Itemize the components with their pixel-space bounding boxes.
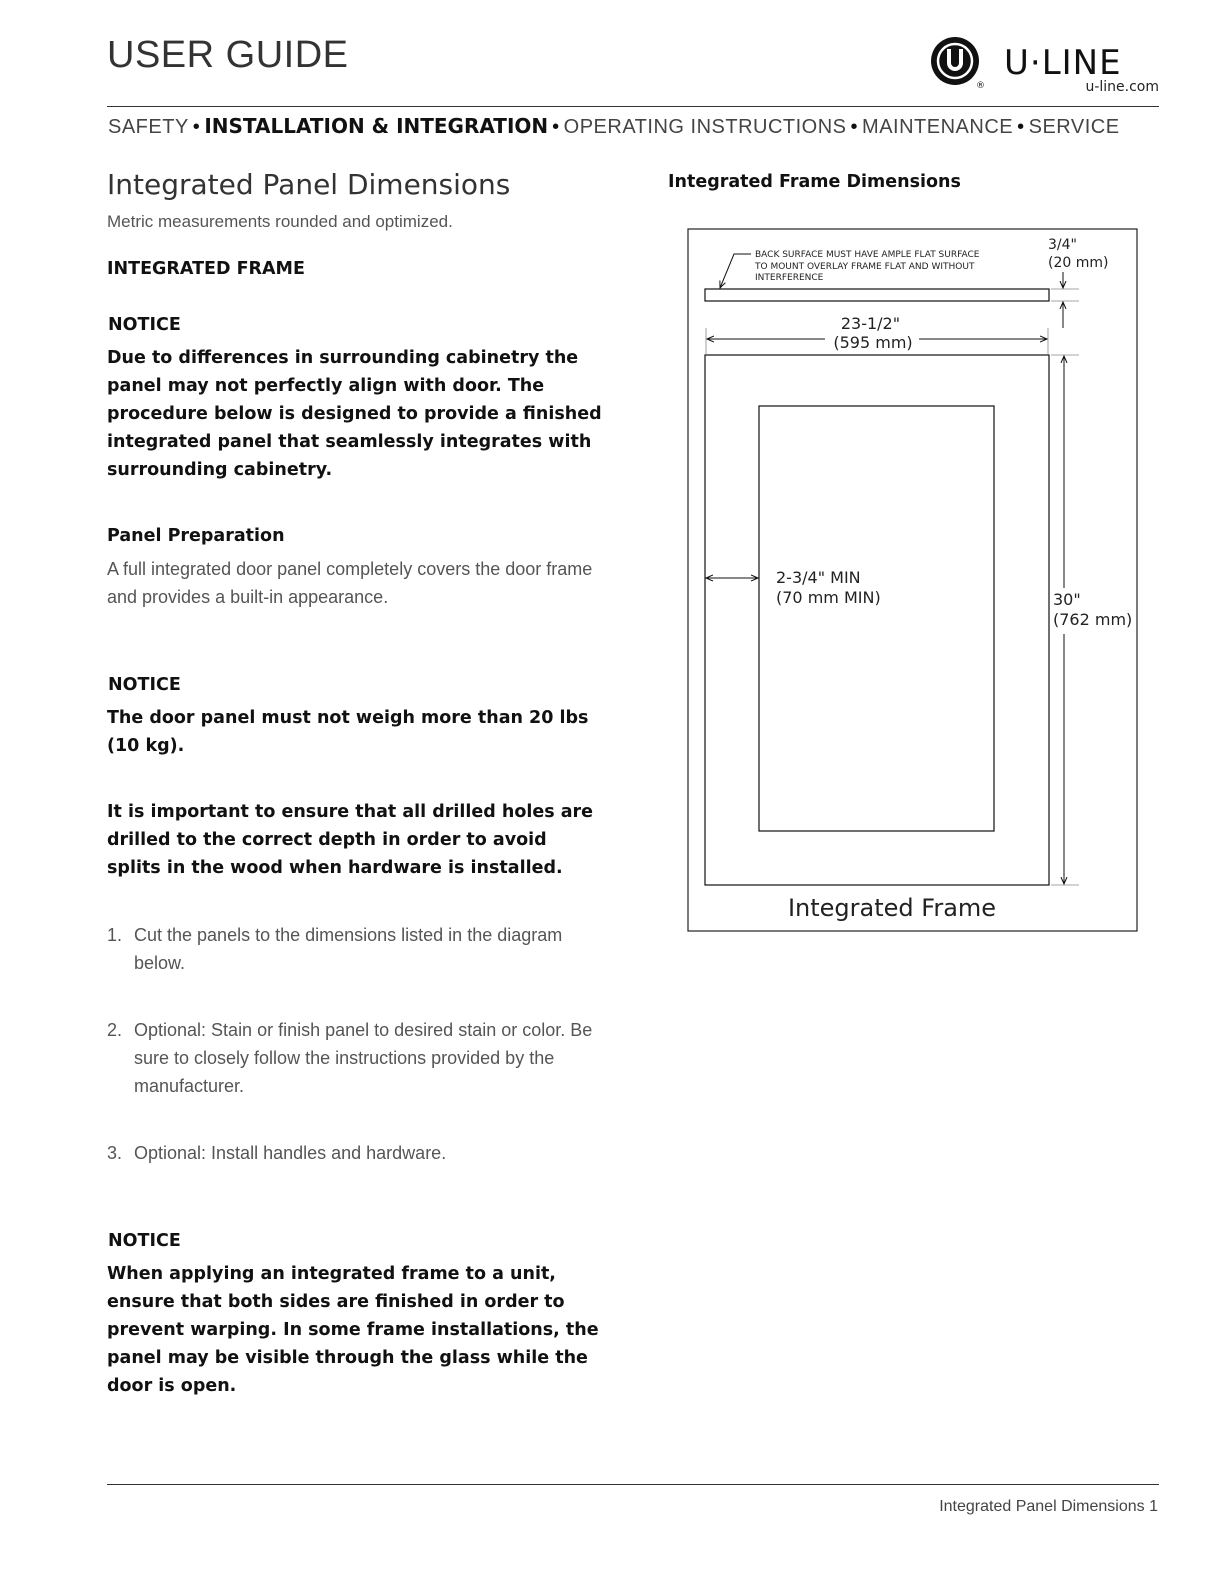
notice-text: It is important to ensure that all drilled holes are drilled to the correct depth in order to avoid splits in the wood when hardware is installed. bbox=[107, 802, 594, 878]
header-divider bbox=[107, 106, 1159, 107]
border-dimension: 2-3/4" MIN (70 mm MIN) bbox=[776, 568, 881, 607]
nav-separator: • bbox=[1017, 116, 1025, 138]
nav-item-installation: INSTALLATION & INTEGRATION bbox=[204, 114, 549, 138]
nav-separator: • bbox=[552, 116, 560, 138]
diagram-caption: Integrated Frame bbox=[787, 894, 997, 922]
thickness-dimension: 3/4" (20 mm) bbox=[1048, 237, 1109, 271]
callout-leader bbox=[720, 254, 751, 288]
page-heading: Integrated Panel Dimensions bbox=[107, 168, 511, 201]
section-label: INTEGRATED FRAME bbox=[107, 259, 305, 279]
notice-text: The door panel must not weigh more than 20 lbs (10 kg). bbox=[107, 708, 589, 756]
list-item bbox=[107, 1016, 597, 1100]
notice-label: NOTICE bbox=[108, 315, 181, 335]
panel-prep-text: A full integrated door panel completely covers the door frame and provides a built-in appearance. bbox=[107, 559, 593, 607]
page-subtitle: Metric measurements rounded and optimized. bbox=[107, 212, 453, 231]
notice-label: NOTICE bbox=[108, 1231, 181, 1251]
list-number: 1. bbox=[107, 925, 123, 945]
nav-separator: • bbox=[850, 116, 859, 138]
nav-item-maintenance: MAINTENANCE bbox=[862, 116, 1014, 138]
integrated-frame-diagram bbox=[687, 228, 1139, 934]
list-text: Optional: Install handles and hardware. bbox=[134, 1143, 447, 1163]
notice-text: When applying an integrated frame to a unit, ensure that both sides are finished in order to prevent warping. In some frame installations, the panel may be visible through the glass while the door is open. bbox=[107, 1264, 599, 1396]
nav-item-safety: SAFETY bbox=[108, 116, 189, 138]
nav-item-operating: OPERATING INSTRUCTIONS bbox=[563, 116, 847, 138]
section-nav bbox=[108, 114, 1120, 139]
brand-url: u-line.com bbox=[1085, 79, 1159, 95]
frame-side-view bbox=[705, 289, 1049, 301]
list-item bbox=[107, 1139, 597, 1167]
panel-prep-label: Panel Preparation bbox=[107, 526, 285, 546]
footer-divider bbox=[107, 1484, 1159, 1485]
notice-label: NOTICE bbox=[108, 675, 181, 695]
nav-item-service: SERVICE bbox=[1028, 116, 1120, 138]
list-number: 3. bbox=[107, 1143, 123, 1163]
registered-mark: ® bbox=[976, 81, 985, 91]
width-dimension: 23-1/2" (595 mm) bbox=[833, 314, 913, 352]
diagram-title: Integrated Frame Dimensions bbox=[668, 172, 961, 192]
frame-opening bbox=[759, 406, 994, 831]
list-text: Cut the panels to the dimensions listed in the diagram below. bbox=[134, 925, 563, 973]
height-dimension: 30" (762 mm) bbox=[1053, 590, 1133, 629]
page-footer: Integrated Panel Dimensions 1 bbox=[939, 1498, 1158, 1515]
callout-note: BACK SURFACE MUST HAVE AMPLE FLAT SURFACE TO MOUNT OVERLAY FRAME FLAT AND WITHOUT INTERFERENCE bbox=[755, 250, 980, 283]
notice-text: Due to differences in surrounding cabinetry the panel may not perfectly align with door. The procedure below is designed to provide a finished integrated panel that seamlessly integrates with surrounding cabinetry. bbox=[107, 348, 602, 480]
brand-wordmark: U·LINE bbox=[1004, 43, 1122, 83]
list-text: Optional: Stain or finish panel to desired stain or color. Be sure to closely follow the instructions provided by the manufacturer. bbox=[134, 1020, 593, 1096]
list-number: 2. bbox=[107, 1020, 123, 1040]
nav-separator: • bbox=[192, 116, 201, 138]
guide-title: USER GUIDE bbox=[107, 34, 349, 76]
list-item bbox=[107, 921, 597, 977]
